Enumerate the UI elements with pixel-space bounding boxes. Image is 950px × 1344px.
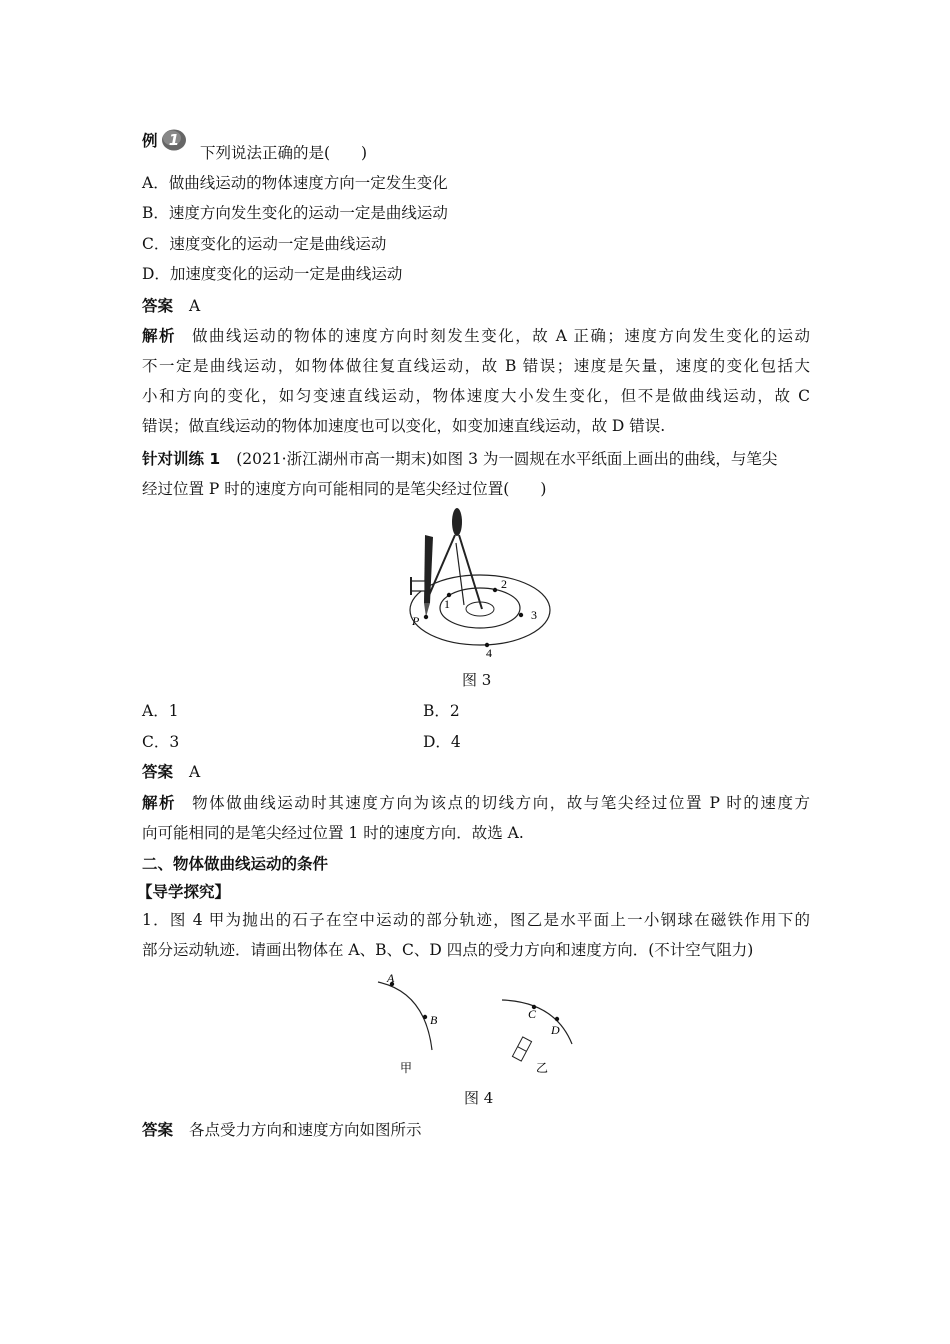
training-option-b: B．2 <box>423 702 460 720</box>
training-analysis-line-1 <box>142 793 810 813</box>
label-2: 2 <box>501 577 507 591</box>
outer-ellipse <box>410 575 550 645</box>
label-1: 1 <box>444 597 450 611</box>
compass-leg-needle <box>459 535 482 609</box>
point-d <box>555 1017 559 1021</box>
figure-3-caption: 图 3 <box>462 671 492 689</box>
pencil <box>424 535 433 603</box>
answer-value: A <box>189 297 201 315</box>
example-analysis-line-3: 小和方向的变化，如匀变速直线运动，物体速度大小发生变化，但不是做曲线运动，故 C <box>142 387 810 405</box>
option-a: A．做曲线运动的物体速度方向一定发生变化 <box>142 174 448 192</box>
figure-4-caption: 图 4 <box>464 1089 494 1107</box>
training-answer-value: A <box>189 763 201 781</box>
training-line-1 <box>142 449 777 469</box>
section-2-answer-text: 各点受力方向和速度方向如图所示 <box>189 1121 422 1139</box>
training-label: 针对训练 1 <box>142 450 221 468</box>
section-2-answer-label: 答案 <box>142 1121 174 1139</box>
answer-label: 答案 <box>142 297 174 315</box>
training-answer-label: 答案 <box>142 763 174 781</box>
example-number: 1 <box>168 131 180 149</box>
label-jia: 甲 <box>400 1061 413 1075</box>
analysis-text-1: 做曲线运动的物体的速度方向时刻发生变化，故 A 正确；速度方向发生变化的运动 <box>192 327 810 345</box>
point-3 <box>519 613 523 617</box>
training-option-d: D．4 <box>423 733 461 751</box>
example-question: 下列说法正确的是( ) <box>200 144 368 162</box>
training-analysis-text-1: 物体做曲线运动时其速度方向为该点的切线方向，故与笔尖经过位置 P 时的速度方 <box>192 794 810 812</box>
training-line-2: 经过位置 P 时的速度方向可能相同的是笔尖经过位置( ) <box>142 480 547 498</box>
label-3: 3 <box>531 608 537 622</box>
training-text-1: (2021·浙江湖州市高一期末)如图 3 为一圆规在水平纸面上画出的曲线，与笔尖 <box>236 450 778 468</box>
option-b: B．速度方向发生变化的运动一定是曲线运动 <box>142 204 448 222</box>
point-b <box>423 1015 427 1019</box>
training-option-a: A．1 <box>142 702 179 720</box>
label-4: 4 <box>486 646 492 660</box>
label-a: A <box>387 972 395 985</box>
section-2-heading: 二、物体做曲线运动的条件 <box>142 855 329 873</box>
label-p: P <box>412 614 420 628</box>
training-option-c: C．3 <box>142 733 180 751</box>
inner-ellipse <box>440 588 520 628</box>
example-answer <box>142 296 200 316</box>
question-1-line-1: 1．图 4 甲为抛出的石子在空中运动的部分轨迹，图乙是水平面上一小钢球在磁铁作用下的 <box>142 911 810 929</box>
question-1-line-2: 部分运动轨迹．请画出物体在 A、B、C、D 四点的受力方向和速度方向．(不计空气阻力) <box>142 941 754 959</box>
example-analysis-line-2: 不一定是曲线运动，如物体做往复直线运动，故 B 错误；速度是矢量，速度的变化包括大 <box>142 357 810 375</box>
example-prefix: 例 <box>142 132 158 150</box>
example-analysis-line-4: 错误；做直线运动的物体加速度也可以变化，如变加速直线运动，故 D 错误. <box>142 417 666 435</box>
analysis-label: 解析 <box>142 327 177 345</box>
label-c: C <box>528 1007 537 1021</box>
trajectory-yi <box>502 1000 572 1044</box>
magnet <box>512 1037 531 1061</box>
section-2-subheading: 【导学探究】 <box>137 883 231 901</box>
point-2 <box>493 588 497 592</box>
training-analysis-label: 解析 <box>142 794 177 812</box>
point-p <box>424 615 428 619</box>
option-d: D．加速度变化的运动一定是曲线运动 <box>142 265 403 283</box>
option-c: C．速度变化的运动一定是曲线运动 <box>142 235 387 253</box>
training-answer <box>142 762 200 782</box>
section-2-answer <box>142 1120 422 1140</box>
example-analysis-line-1 <box>142 326 810 346</box>
training-analysis-line-2: 向可能相同的是笔尖经过位置 1 时的速度方向．故选 A. <box>142 824 524 842</box>
figure-4 <box>370 972 590 1082</box>
compass-handle <box>452 508 462 536</box>
example-number-badge <box>160 128 188 152</box>
clamp <box>411 581 425 591</box>
label-yi: 乙 <box>536 1061 549 1075</box>
label-d: D <box>551 1023 560 1037</box>
label-b: B <box>430 1013 438 1027</box>
figure-3-compass <box>400 505 560 660</box>
